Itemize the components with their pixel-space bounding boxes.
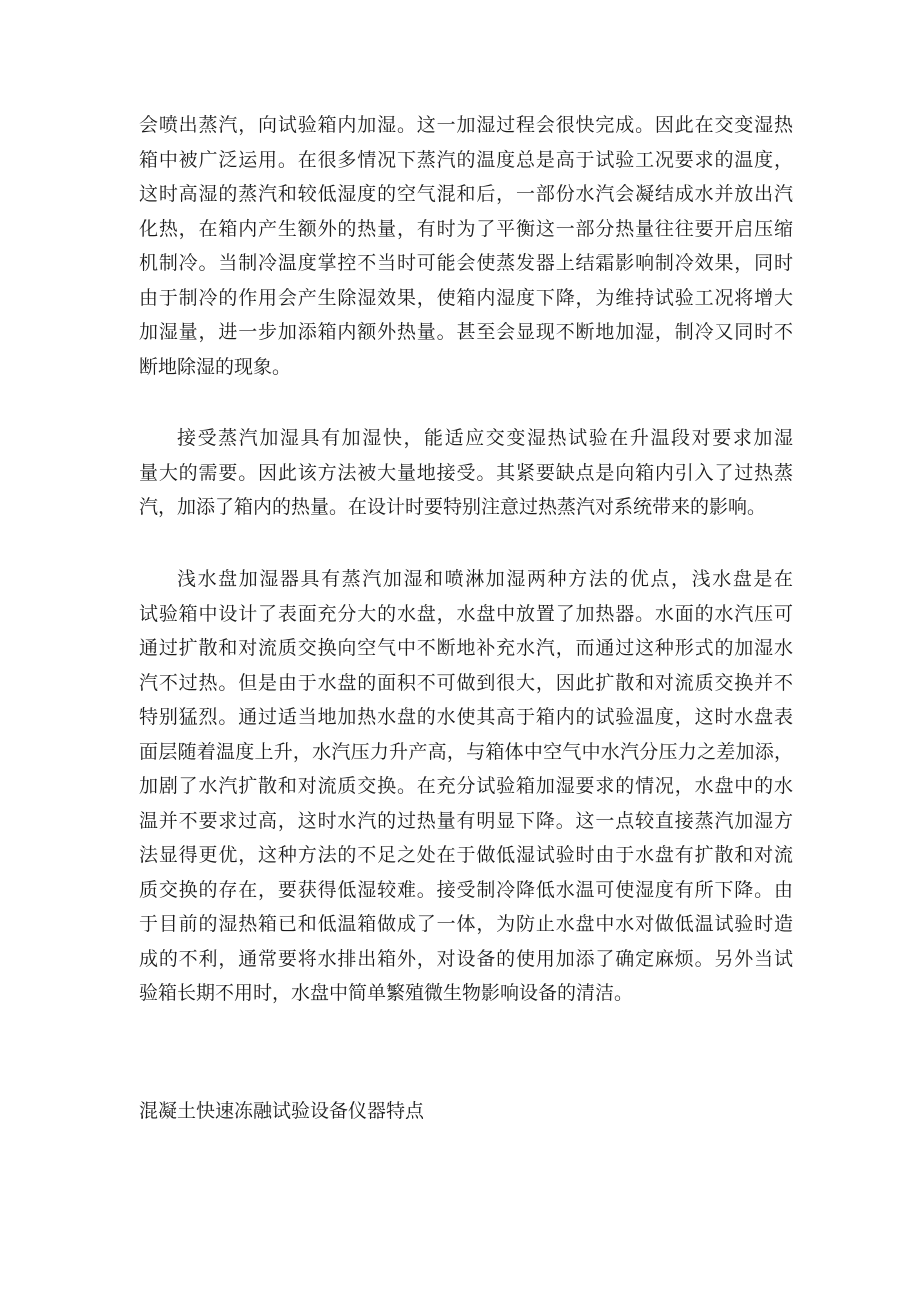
text-line: 由于制冷的作用会产生除湿效果，使箱内湿度下降，为维持试验工况将增大 <box>139 286 793 309</box>
text-line: 质交换的存在，要获得低湿较难。接受制冷降低水温可使湿度有所下降。由 <box>139 878 793 901</box>
text-line: 化热，在箱内产生额外的热量，有时为了平衡这一部分热量往往要开启压缩 <box>139 217 793 240</box>
text-line: 温并不要求过高，这时水汽的过热量有明显下降。这一点较直接蒸汽加湿方 <box>139 809 793 832</box>
text-line: 接受蒸汽加湿具有加湿快，能适应交变湿热试验在升温段对要求加湿 <box>177 427 793 449</box>
text-line: 汽，加添了箱内的热量。在设计时要特别注意过热蒸汽对系统带来的影响。 <box>139 496 767 518</box>
text-line: 面层随着温度上升，水汽压力升产高，与箱体中空气中水汽分压力之差加添， <box>139 740 793 763</box>
text-line: 成的不利，通常要将水排出箱外，对设备的使用加添了确定麻烦。另外当试 <box>139 947 793 970</box>
paragraph-steam-humidification-effects <box>139 108 793 384</box>
text-line: 量大的需要。因此该方法被大量地接受。其紧要缺点是向箱内引入了过热蒸 <box>139 461 793 484</box>
text-line: 这时高湿的蒸汽和较低湿度的空气混和后，一部份水汽会凝结成水并放出汽 <box>139 183 793 205</box>
text-line: 加剧了水汽扩散和对流质交换。在充分试验箱加湿要求的情况，水盘中的水 <box>139 775 793 797</box>
text-line: 汽不过热。但是由于水盘的面积不可做到很大，因此扩散和对流质交换并不 <box>139 671 793 694</box>
paragraph-steam-humidification-summary <box>139 421 793 525</box>
text-line: 通过扩散和对流质交换向空气中不断地补充水汽，而通过这种形式的加湿水 <box>139 637 793 659</box>
text-line: 特别猛烈。通过适当地加热水盘的水使其高于箱内的试验温度，这时水盘表 <box>139 706 793 728</box>
text-line: 箱中被广泛运用。在很多情况下蒸汽的温度总是高于试验工况要求的温度， <box>139 148 793 171</box>
text-line: 加湿量，进一步加添箱内额外热量。甚至会显现不断地加湿，制冷又同时不 <box>139 321 793 343</box>
text-line: 会喷出蒸汽，向试验箱内加湿。这一加湿过程会很快完成。因此在交变湿热 <box>139 114 793 136</box>
text-line: 浅水盘加湿器具有蒸汽加湿和喷淋加湿两种方法的优点，浅水盘是在 <box>177 568 793 590</box>
text-line: 验箱长期不用时，水盘中简单繁殖微生物影响设备的清洁。 <box>139 982 634 1004</box>
text-line: 断地除湿的现象。 <box>139 355 292 378</box>
section-heading: 混凝土快速冻融试验设备仪器特点 <box>139 1100 425 1122</box>
text-line: 于目前的湿热箱已和低温箱做成了一体，为防止水盘中水对做低温试验时造 <box>139 913 793 935</box>
paragraph-shallow-water-pan <box>139 562 793 1011</box>
text-line: 试验箱中设计了表面充分大的水盘，水盘中放置了加热器。水面的水汽压可 <box>139 602 793 625</box>
text-line: 机制冷。当制冷温度掌控不当时可能会使蒸发器上结霜影响制冷效果，同时 <box>139 252 793 274</box>
text-line: 法显得更优，这种方法的不足之处在于做低湿试验时由于水盘有扩散和对流 <box>139 844 793 866</box>
